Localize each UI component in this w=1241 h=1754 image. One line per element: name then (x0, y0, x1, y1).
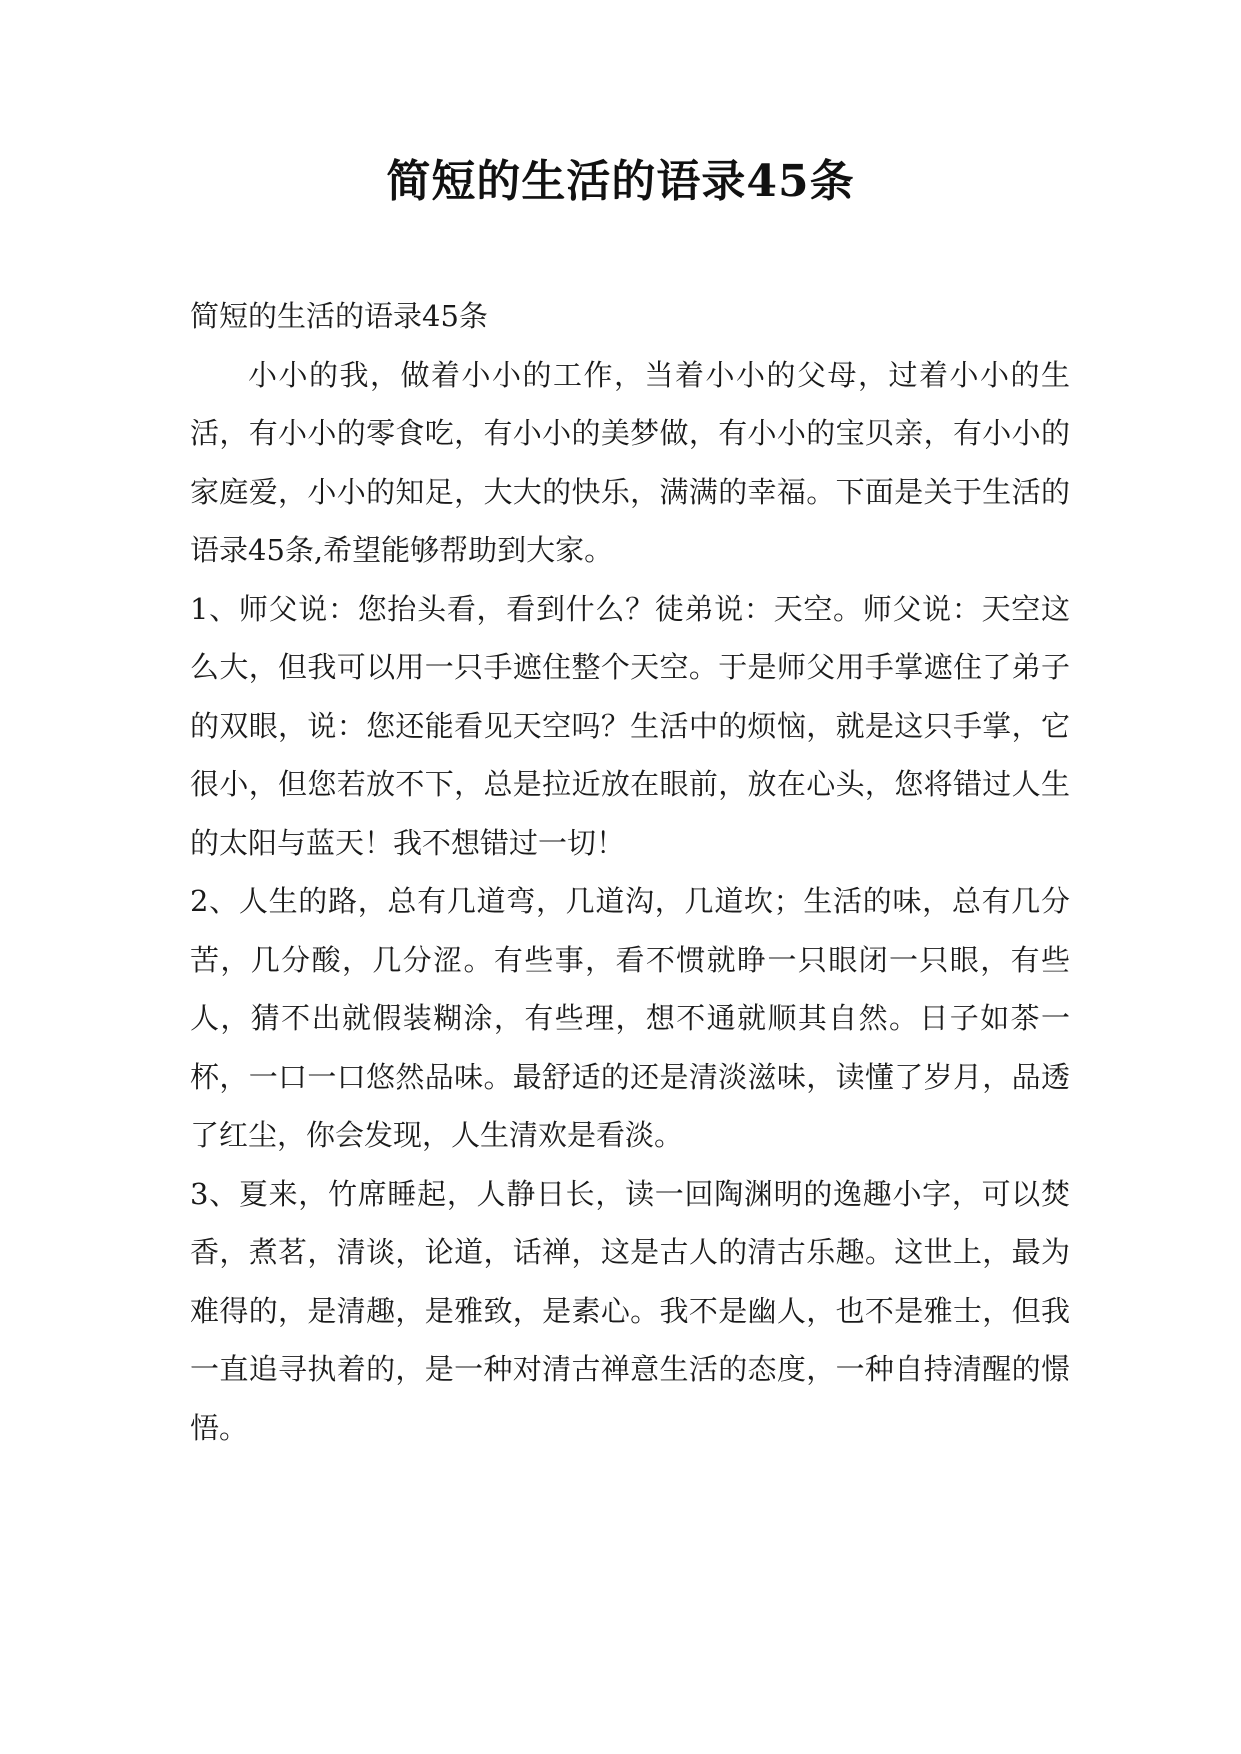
quote-paragraph-1: 1、师父说：您抬头看，看到什么？徒弟说：天空。师父说：天空这么大，但我可以用一只手遮住整个天空。于是师父用手掌遮住了弟子的双眼，说：您还能看见天空吗？生活中的烦恼，就是这只手掌，它很小，但您若放不下，总是拉近放在眼前，放在心头，您将错过人生的太阳与蓝天！我不想错过一切！ (190, 591, 1070, 860)
document-body (190, 287, 1070, 1457)
quote-paragraph-2: 2、人生的路，总有几道弯，几道沟，几道坎；生活的味，总有几分苦，几分酸，几分涩。有些事，看不惯就睁一只眼闭一只眼，有些人，猜不出就假装糊涂，有些理，想不通就顺其自然。日子如茶一杯，一口一口悠然品味。最舒适的还是清淡滋味，读懂了岁月，品透了红尘，你会发现，人生清欢是看淡。 (190, 884, 1070, 1152)
intro-paragraph: 小小的我，做着小小的工作，当着小小的父母，过着小小的生活，有小小的零食吃，有小小的美梦做，有小小的宝贝亲，有小小的家庭爱，小小的知足，大大的快乐，满满的幸福。下面是关于生活的语录45条,希望能够帮助到大家。 (190, 357, 1070, 567)
quote-paragraph-3: 3、夏来，竹席睡起，人静日长，读一回陶渊明的逸趣小字，可以焚香，煮茗，清谈，论道，话禅，这是古人的清古乐趣。这世上，最为难得的，是清趣，是雅致，是素心。我不是幽人，也不是雅士，但我一直追寻执着的，是一种对清古禅意生活的态度，一种自持清醒的憬悟。 (190, 1176, 1070, 1445)
document-subtitle: 简短的生活的语录45条 (190, 299, 488, 333)
document-title: 简短的生活的语录45条 (386, 156, 855, 207)
